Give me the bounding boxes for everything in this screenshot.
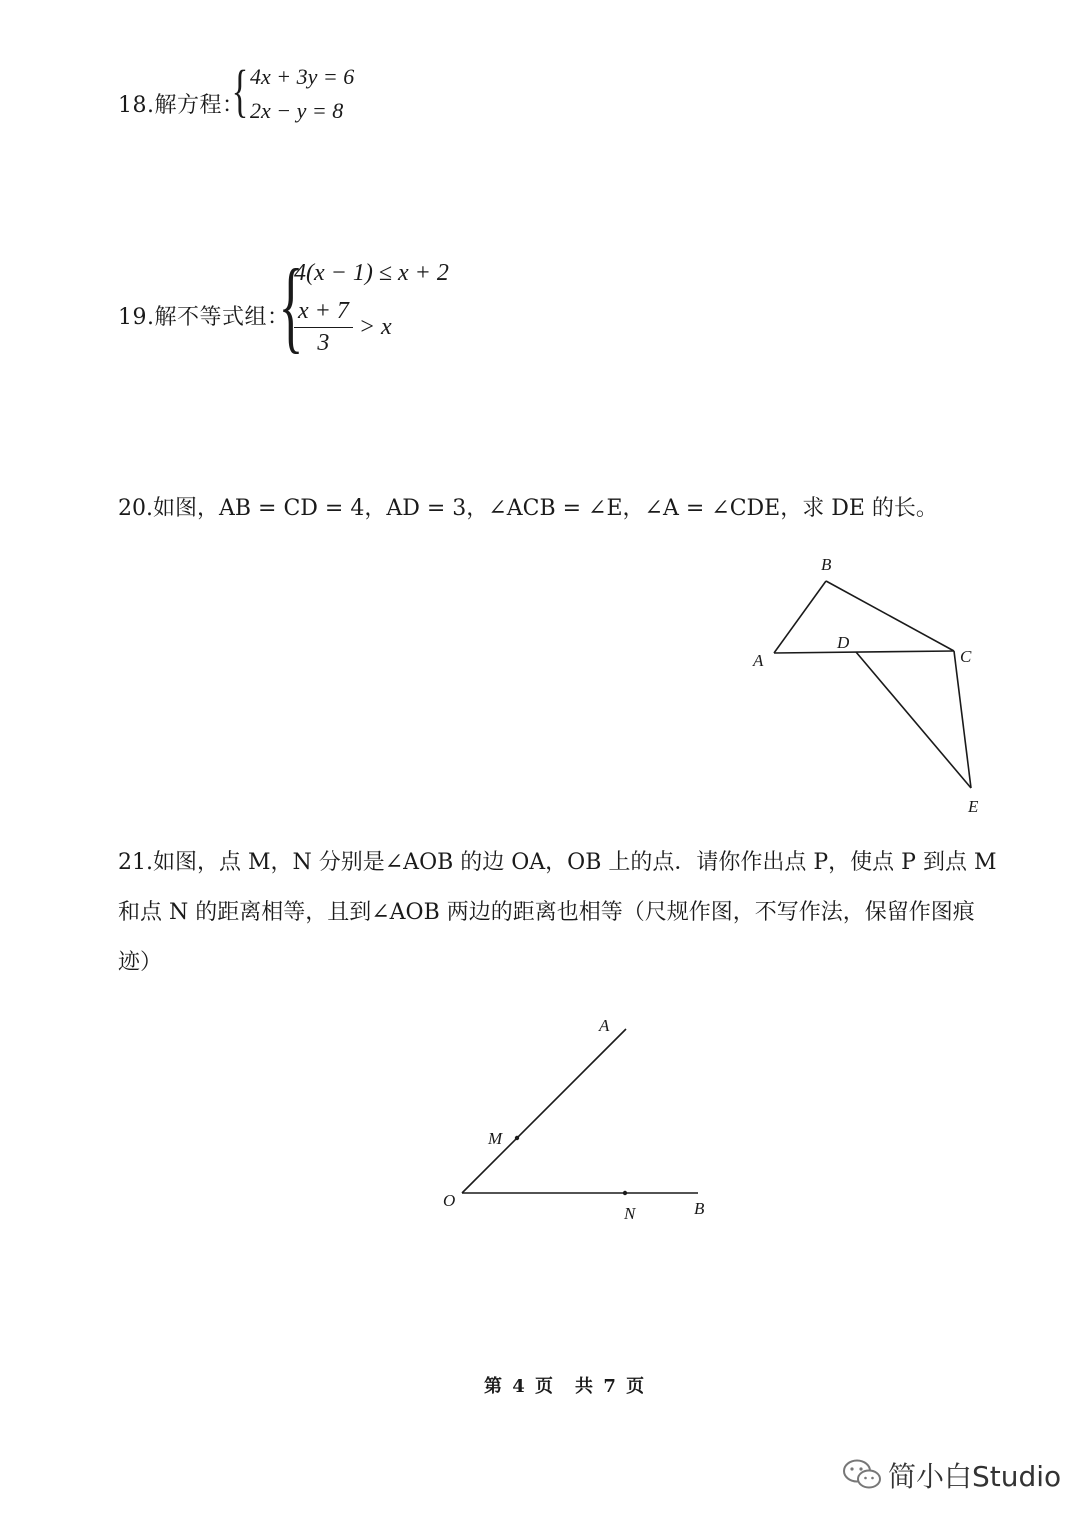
q19-frac-denominator: 3 [317, 330, 330, 356]
q19-ineq1: 4(x − 1) ≤ x + 2 [294, 260, 449, 286]
watermark-text: 简小白Studio [888, 1460, 1062, 1493]
q21-point-a: A [599, 1016, 610, 1035]
wechat-icon [842, 1458, 882, 1492]
q20-point-a: A [753, 651, 764, 670]
q21-point-b: B [694, 1199, 705, 1218]
q21-line2: 和点 N 的距离相等，且到∠AOB 两边的距离也相等（尺规作图，不写作法，保留作图痕 [118, 900, 975, 925]
q19-label: 19.解不等式组： [118, 305, 290, 330]
segment-ac [774, 651, 954, 653]
page-footer: 第 4 页 共 7 页 [484, 1376, 647, 1397]
point-n-dot [623, 1191, 627, 1195]
ray-oa [462, 1029, 626, 1193]
q21-point-o: O [443, 1191, 456, 1210]
segment-ce [954, 651, 971, 788]
q21-line1: 21.如图，点 M，N 分别是∠AOB 的边 OA，OB 上的点．请你作出点 P，使点 P 到点 M [118, 850, 997, 875]
q18-eq1: 4x + 3y = 6 [250, 64, 355, 89]
q18-brace: { [231, 58, 249, 123]
q21-line3: 迹） [118, 950, 163, 975]
q21-figure [430, 1005, 760, 1235]
q19-brace: { [278, 248, 304, 363]
q18-eq2: 2x − y = 8 [250, 98, 344, 123]
q20-figure [740, 550, 1000, 820]
segment-ab [774, 581, 826, 653]
watermark [842, 1455, 1061, 1495]
q20-text: 20.如图，AB = CD = 4，AD = 3，∠ACB = ∠E，∠A = ∠CDE，求 DE 的长。 [118, 496, 938, 521]
segment-de [856, 652, 971, 788]
q19-ineq2-rhs: > x [358, 314, 392, 340]
q20-point-e: E [968, 797, 979, 816]
q21-point-m: M [488, 1129, 503, 1148]
q20-point-b: B [821, 555, 832, 574]
point-m-dot [515, 1136, 519, 1140]
q20-point-d: D [837, 633, 850, 652]
q18-label: 18.解方程： [118, 93, 245, 118]
q19-ineq2 [294, 298, 392, 357]
q19-frac-numerator: x + 7 [294, 298, 353, 328]
q19-fraction [294, 298, 353, 357]
q21-point-n: N [624, 1204, 636, 1223]
q20-point-c: C [960, 647, 972, 666]
